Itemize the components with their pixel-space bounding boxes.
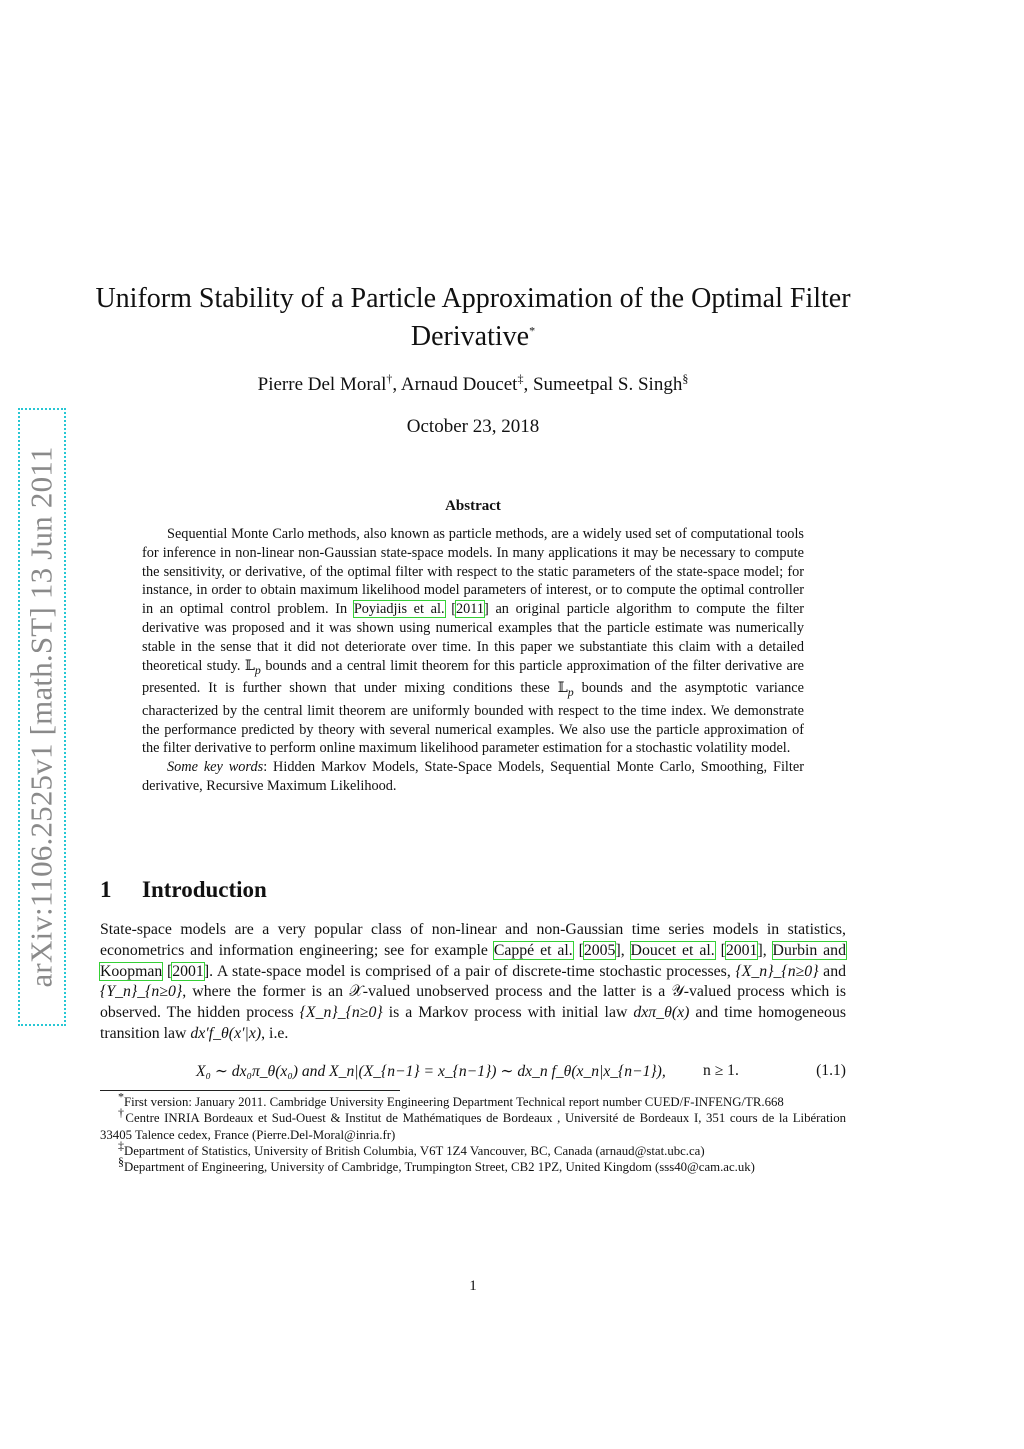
footnote-text: Department of Statistics, University of British Columbia, V6T 1Z4 Vancouver, BC, Canada (arnaud@stat.ubc.ca)	[124, 1143, 705, 1158]
intro-text: , where the former is an 𝒳-valued unobserved process and the latter is a 𝒴-valued process which is observed. The hidden process	[100, 983, 846, 1022]
keywords-list: : Hidden Markov Models, State-Space Models, Sequential Monte Carlo, Smoothing, Filter derivative, Recursive Maximum Likelihood.	[142, 759, 804, 795]
arxiv-id: arXiv:1106.2525v1 [math.ST] 13 Jun 2011	[24, 446, 60, 988]
footnote-text: First version: January 2011. Cambridge University Engineering Department Technical report number CUED/F-INFENG/TR.668	[124, 1095, 784, 1109]
citation-link[interactable]: Doucet et al.	[630, 941, 715, 959]
footnote-mark: †	[118, 1106, 126, 1121]
abstract-text: bounds and a central limit theorem for this particle approximation of the filter derivative are presented. It is further shown that under mixing conditions these	[142, 657, 804, 697]
intro-text: and	[818, 962, 846, 980]
initial-law: dxπ_θ(x)	[633, 1004, 690, 1022]
equation-body: X₀ ∼ dx₀π_θ(x₀) and X_n|(X_{n−1} = x_{n−1}) ∼ dx_n f_θ(x_n|x_{n−1}),	[196, 1063, 666, 1080]
intro-text: and time homogeneous transition law	[100, 1004, 846, 1042]
citation-link[interactable]: Poyiadjis et al.	[353, 601, 445, 618]
footnote	[100, 1154, 846, 1175]
author-name: Sumeetpal S. Singh	[532, 374, 683, 395]
page-number: 1	[469, 1278, 477, 1294]
process-x: {X_n}_{n≥0}	[735, 962, 819, 980]
title-footnote-mark[interactable]: *	[529, 323, 536, 338]
citation-bracket: [	[444, 601, 456, 618]
abstract-body	[142, 525, 804, 796]
display-equation	[100, 1062, 846, 1084]
lp-symbol: 𝕃	[244, 657, 255, 674]
paper-date: October 23, 2018	[406, 416, 540, 437]
intro-text: is a Markov process with initial law	[382, 1004, 634, 1022]
author-footnote-mark[interactable]: §	[682, 371, 689, 386]
equation-condition: n ≥ 1.	[703, 1062, 739, 1079]
footnote-mark: §	[118, 1154, 124, 1169]
abstract-heading: Abstract	[445, 498, 501, 514]
intro-text: State-space models are a very popular class of non-linear and non-Gaussian time series models in statistics, econometrics and information engineering; see for example	[100, 921, 846, 959]
process-x: {X_n}_{n≥0}	[299, 1004, 383, 1022]
abstract-text: an original particle algorithm to compute the filter derivative was proposed and it was shown using numerical examples that the particle estimate was numerically stable in the sense that it did not deteriorate over time. In this paper we substantiate this claim with a detailed theoretical study.	[142, 601, 805, 674]
lp-subscript: p	[567, 685, 574, 700]
citation-year-link[interactable]: 2011	[455, 601, 485, 618]
author-name: Pierre Del Moral	[257, 374, 387, 395]
author-separator: ,	[392, 374, 401, 395]
footnote-text: Department of Engineering, University of Cambridge, Trumpington Street, CB2 1PZ, United Kingdom (sss40@cam.ac.uk)	[124, 1160, 755, 1175]
lp-norm-symbol	[244, 657, 261, 677]
author-footnote-mark[interactable]: ‡	[517, 371, 524, 386]
footnote-mark: ‡	[118, 1138, 124, 1153]
section-number: 1	[100, 877, 112, 902]
keywords-label: Some key words	[167, 759, 264, 776]
paper-title	[80, 280, 866, 356]
process-y: {Y_n}_{n≥0}	[100, 983, 183, 1001]
author-separator: ,	[523, 374, 533, 395]
footnote	[100, 1138, 846, 1159]
section-title: Introduction	[142, 877, 267, 902]
section-heading	[100, 877, 267, 903]
citation-link[interactable]: Durbin and Koopman	[100, 941, 846, 980]
title-text: Uniform Stability of a Particle Approximation of the Optimal Filter Derivative	[95, 283, 851, 352]
author-footnote-mark[interactable]: †	[386, 371, 393, 386]
citation-year-link[interactable]: 2001	[172, 962, 204, 980]
author-list	[80, 371, 866, 396]
abstract-text: Sequential Monte Carlo methods, also known as particle methods, are a widely used set of computational tools for inference in non-linear non-Gaussian state-space models. In many applications it may be necessary to compute the sensitivity, or derivative, of the optimal filter with respect to the static parameters of the state-space model; for instance, in order to obtain maximum likelihood model parameters of interest, or to compute the optimal controller in an optimal control problem. In	[142, 526, 804, 618]
footnotes	[100, 1089, 847, 1175]
intro-body	[100, 920, 846, 1045]
footnote	[100, 1106, 847, 1143]
intro-text: . A state-space model is comprised of a pair of discrete-time stochastic processes,	[209, 962, 736, 980]
footnote-divider	[100, 1090, 400, 1091]
citation-year-link[interactable]: 2001	[725, 941, 758, 959]
footnote	[100, 1089, 846, 1110]
intro-paragraph: State-space models are a very popular class of non-linear and non-Gaussian time series models in statistics, econometrics and information engineering; see for example Cappé et al. [2005], Doucet et al. [2001], Durbin and Koopman [2001]. A state-space model is comprised of a pair of discrete-time stochastic processes, {X_n}_{n≥0} and {Y_n}_{n≥0}, where the former is an 𝒳-valued unobserved process and the latter is a 𝒴-valued process which is observed. The hidden process {X_n}_{n≥0} is a Markov process with initial law dxπ_θ(x) and time homogeneous transition law dx′f_θ(x′|x), i.e.	[100, 921, 846, 1042]
lp-symbol: 𝕃	[557, 680, 568, 697]
transition-law: dx′f_θ(x′|x)	[190, 1024, 262, 1042]
citation-bracket: ]	[484, 601, 489, 618]
lp-norm-symbol	[557, 680, 574, 700]
arxiv-stamp[interactable]	[18, 408, 66, 1026]
intro-text: , i.e.	[261, 1024, 289, 1042]
abstract-paragraph	[142, 525, 804, 758]
footnote-text: Centre INRIA Bordeaux et Sud-Ouest & Institut de Mathématiques de Bordeaux , Université de Bordeaux I, 351 cours de la Libération 33405 Talence cedex, France (Pierre.Del-Moral@inria.fr)	[100, 1111, 847, 1142]
lp-subscript: p	[254, 662, 261, 677]
footnote-mark: *	[118, 1089, 124, 1104]
equation-number: (1.1)	[816, 1062, 846, 1079]
keywords-paragraph	[142, 758, 804, 796]
citation-year-link[interactable]: 2005	[583, 941, 616, 959]
abstract-text: bounds and the asymptotic variance characterized by the central limit theorem are uniformly bounded with respect to the time index. We demonstrate the performance predicted by theory with several numerical examples. We also use the particle approximation of the filter derivative to perform online maximum likelihood parameter estimation for a stochastic volatility model.	[142, 680, 805, 757]
citation-link[interactable]: Cappé et al.	[493, 941, 573, 959]
author-name: Arnaud Doucet	[400, 374, 518, 395]
